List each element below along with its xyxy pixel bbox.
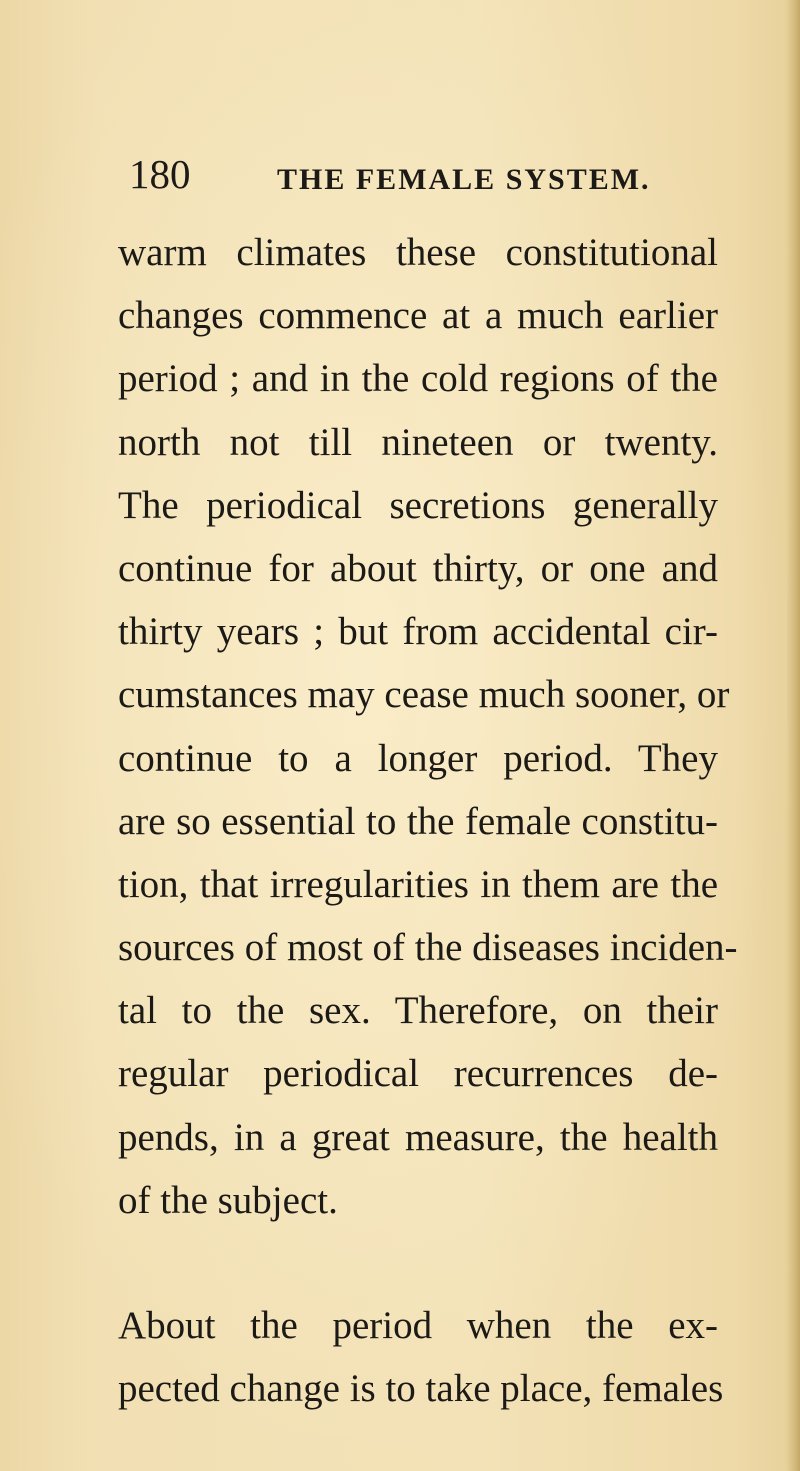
paragraph-gap — [118, 1232, 718, 1294]
text-line: are so essential to the female constitu- — [118, 799, 718, 843]
body-text — [118, 221, 738, 1420]
text-line: regular periodical recurrences de- — [118, 1052, 718, 1096]
text-line: period ; and in the cold regions of the — [118, 357, 718, 401]
text-line: continue for about thirty, or one and — [118, 546, 718, 590]
text-line: pected change is to take place, females — [118, 1367, 724, 1411]
paragraph-1 — [118, 221, 738, 1232]
text-line: cumstances may cease much sooner, or — [118, 673, 730, 717]
text-line: tal to the sex. Therefore, on their — [118, 989, 718, 1033]
running-head-title: THE FEMALE SYSTEM. — [277, 163, 651, 196]
text-line: sources of most of the diseases inciden- — [118, 926, 738, 970]
text-line: of the subject. — [118, 1178, 338, 1222]
text-line: The periodical secretions generally — [118, 483, 718, 527]
running-head — [129, 150, 749, 200]
text-line: changes commence at a much earlier — [118, 294, 718, 338]
text-line: warm climates these constitutional — [118, 231, 718, 274]
text-line: tion, that irregularities in them are the — [118, 862, 718, 906]
page-number: 180 — [129, 151, 191, 197]
text-line: north not till nineteen or twenty. — [118, 420, 718, 464]
text-line: pends, in a great measure, the health — [118, 1115, 718, 1159]
page-edge-shadow — [786, 0, 800, 1471]
text-line: continue to a longer period. They — [118, 736, 718, 780]
text-line: thirty years ; but from accidental cir- — [118, 610, 718, 654]
text-line: About the period when the ex- — [118, 1304, 718, 1347]
paragraph-2 — [118, 1294, 724, 1420]
